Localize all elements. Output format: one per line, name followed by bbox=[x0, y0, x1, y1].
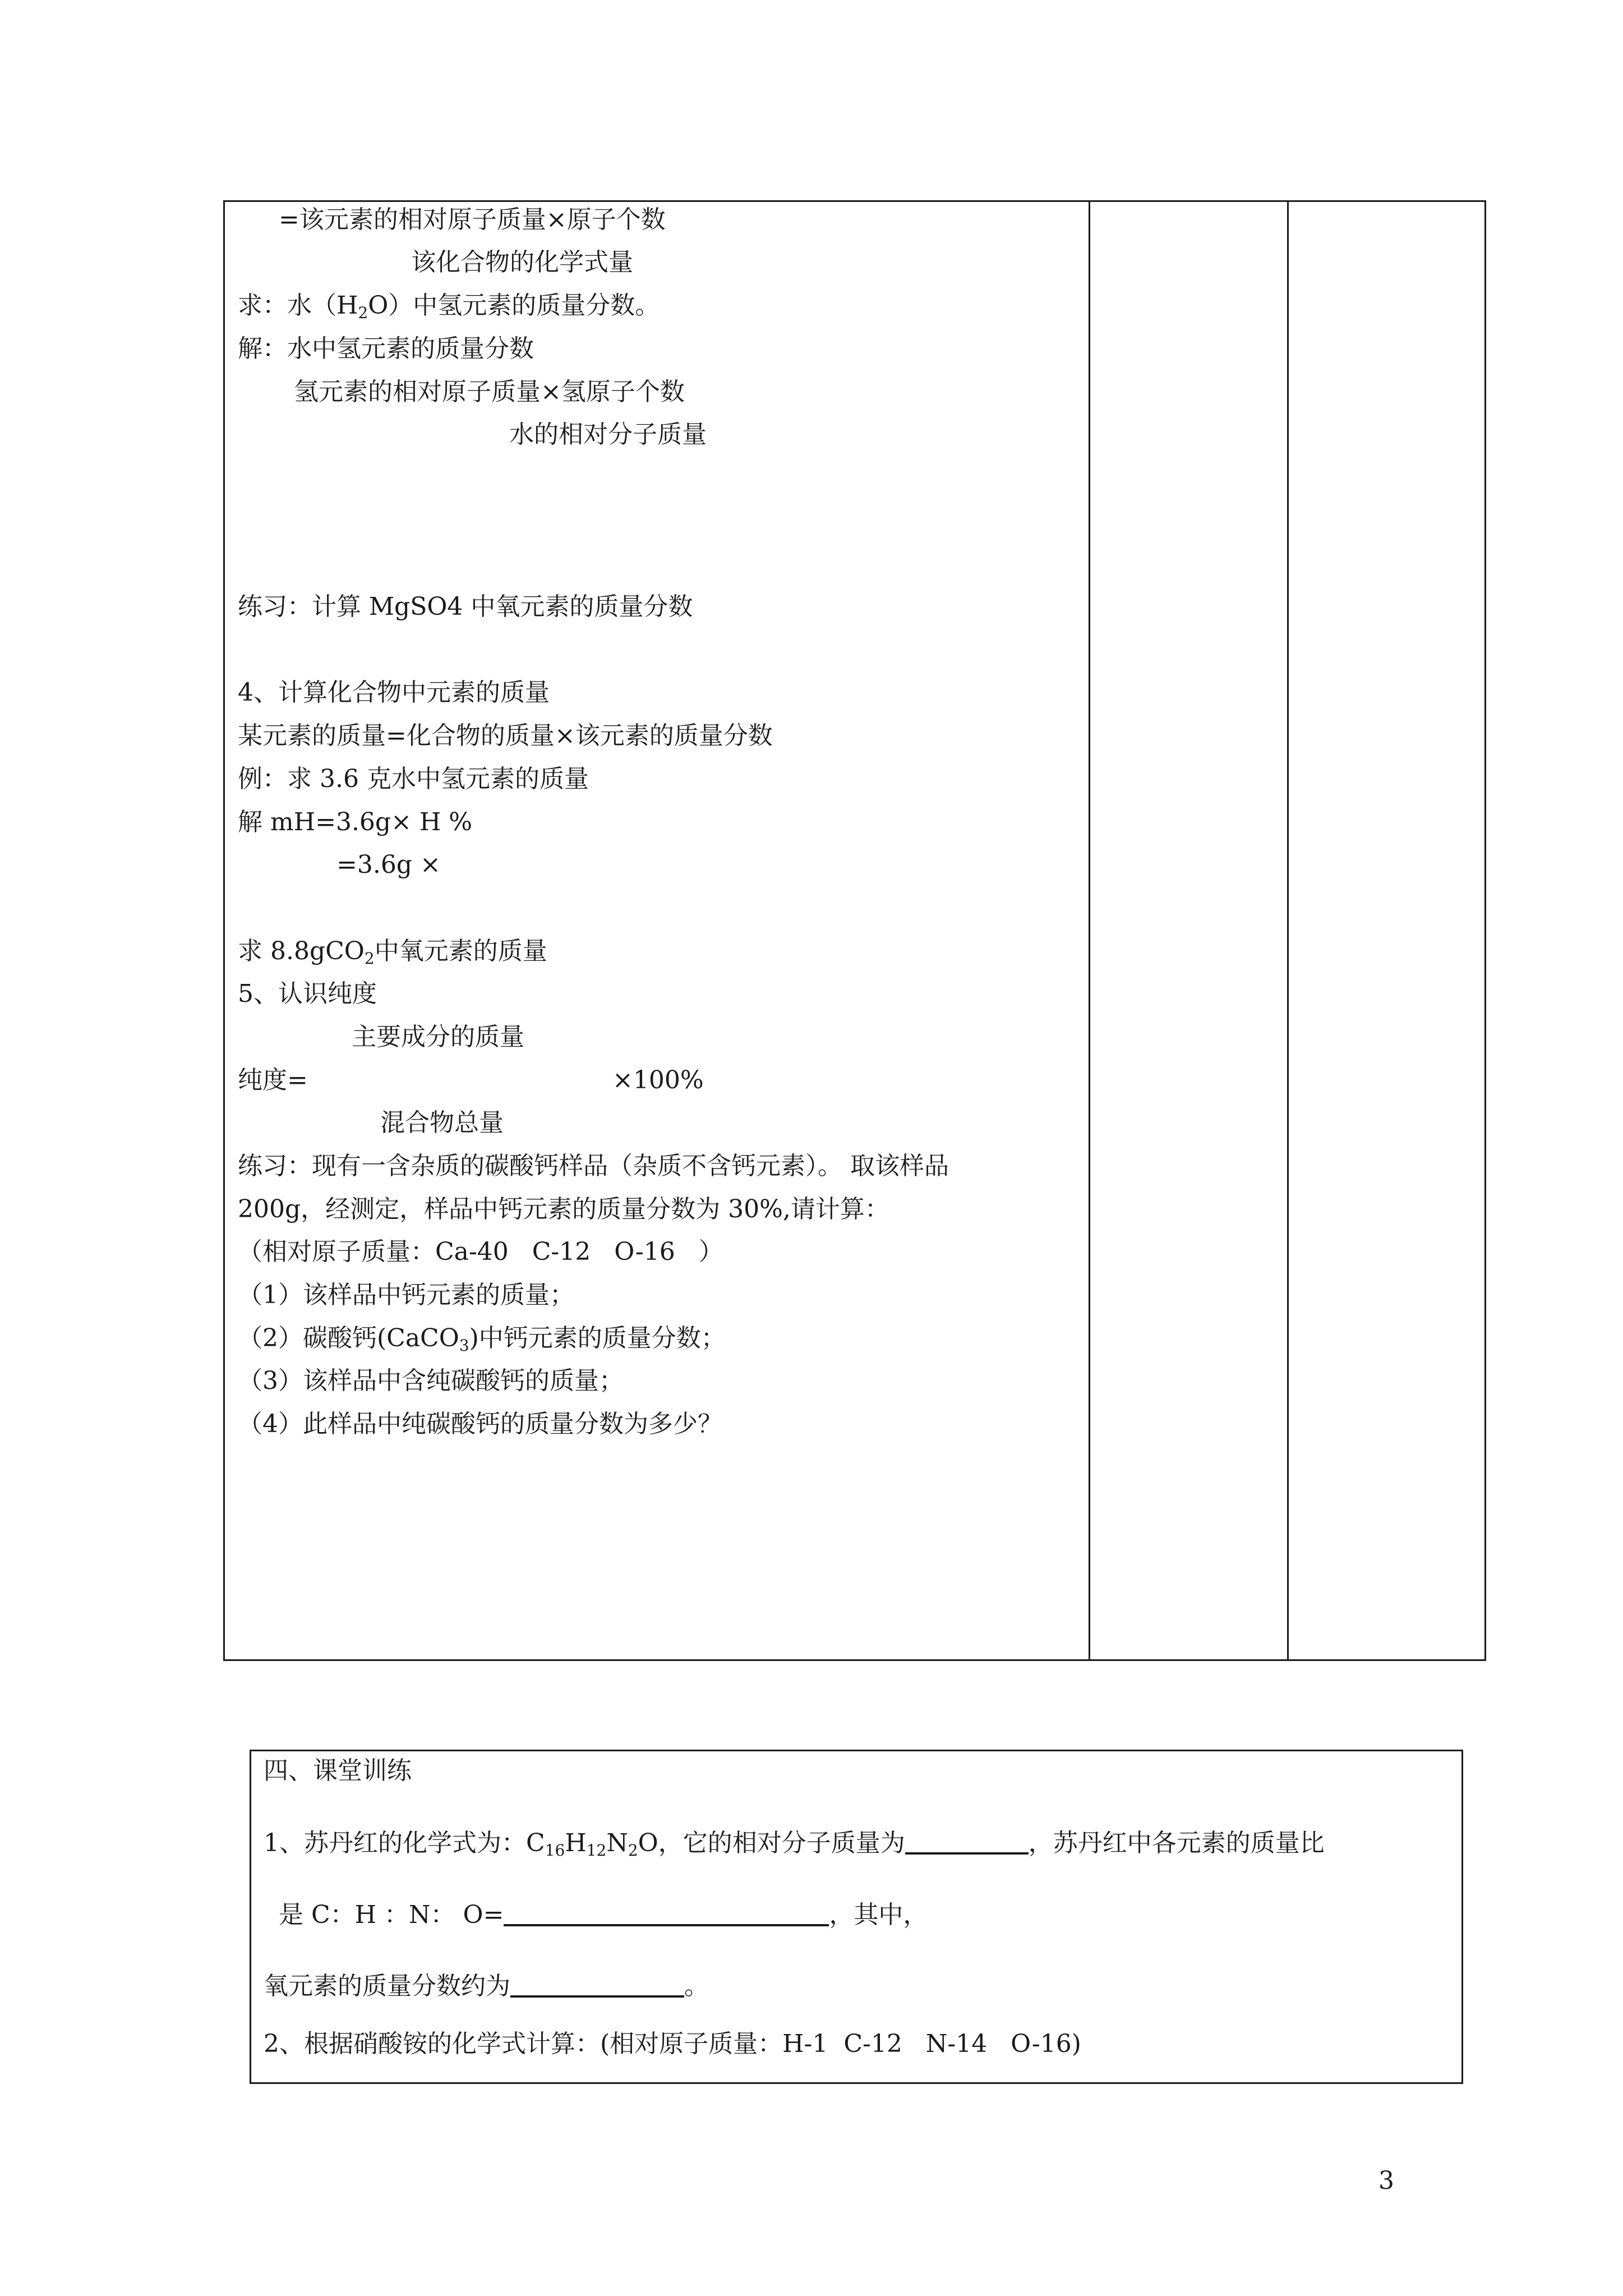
mass-ratio-blank[interactable] bbox=[504, 1902, 829, 1926]
sub-question-1: （1）该样品中钙元素的质量； bbox=[238, 1281, 574, 1309]
purity-label: 纯度= bbox=[238, 1066, 308, 1094]
formula-numerator-line: =该元素的相对原子质量×原子个数 bbox=[279, 205, 666, 234]
exercise-mgso4: 练习：计算 MgSO4 中氧元素的质量分数 bbox=[238, 592, 693, 621]
question-water: 求：水$(H_2O)$中氢元素的质量分数。 bbox=[238, 291, 660, 322]
lesson-table bbox=[223, 200, 1486, 1661]
purity-denominator: 混合物总量 bbox=[380, 1108, 504, 1137]
solution-denominator: 水的相对分子质量 bbox=[509, 420, 707, 449]
training-question-2: 2、根据硝酸铵的化学式计算：(相对原子质量：H-1 C-12 N-14 O-16) bbox=[264, 2030, 1081, 2058]
sub-question-2: （2）碳酸钙(CaCO$_3$)中钙元素的质量分数； bbox=[238, 1324, 726, 1355]
section-4-heading: 4、计算化合物中元素的质量 bbox=[238, 678, 550, 707]
training-heading: 四、课堂训练 bbox=[264, 1756, 412, 1785]
training-question-1: 1、苏丹红的化学式为：$C_{16}H_{12}N_2O$，它的相对分子质量为 ，苏丹红中各元素的质量比 bbox=[264, 1829, 1325, 1860]
example-question: 例：求 3.6 克水中氢元素的质量 bbox=[238, 765, 589, 793]
purity-times-100: ×100% bbox=[612, 1066, 704, 1094]
table-divider-1 bbox=[1089, 200, 1090, 1661]
oxygen-fraction-blank[interactable] bbox=[510, 1973, 684, 1998]
sub-question-3: （3）该样品中含纯碳酸钙的质量； bbox=[238, 1366, 624, 1395]
example-solution-2: =3.6g × bbox=[336, 850, 441, 879]
atomic-masses: （相对原子质量：Ca-40 C-12 O-16 ） bbox=[238, 1237, 723, 1266]
formula-denominator-line: 该化合物的化学式量 bbox=[411, 248, 633, 277]
table-divider-2 bbox=[1287, 200, 1289, 1661]
solution-line: 解：水中氢元素的质量分数 bbox=[238, 334, 534, 363]
exercise-calcium-line-1: 练习：现有一含杂质的碳酸钙样品（杂质不含钙元素）。 取该样品 bbox=[238, 1152, 949, 1180]
molecular-mass-blank[interactable] bbox=[905, 1830, 1029, 1855]
purity-numerator: 主要成分的质量 bbox=[352, 1023, 524, 1051]
page-number: 3 bbox=[1378, 2166, 1394, 2195]
training-question-1-oxygen: 氧元素的质量分数约为 。 bbox=[264, 1972, 709, 2000]
section-5-heading: 5、认识纯度 bbox=[238, 979, 377, 1008]
element-mass-formula: 某元素的质量=化合物的质量×该元素的质量分数 bbox=[238, 721, 773, 750]
exercise-calcium-line-2: 200g，经测定，样品中钙元素的质量分数为 30%,请计算： bbox=[238, 1195, 889, 1223]
sub-question-4: （4）此样品中纯碳酸钙的质量分数为多少？ bbox=[238, 1410, 722, 1438]
example-solution-1: 解 mH=3.6g× H % bbox=[238, 808, 473, 836]
solution-numerator: 氢元素的相对原子质量×氢原子个数 bbox=[294, 378, 685, 406]
question-co2: 求 8.8gCO$_2$中氧元素的质量 bbox=[238, 937, 547, 968]
training-question-1-ratio: 是 C：H ：N： O= ，其中， bbox=[279, 1901, 928, 1929]
